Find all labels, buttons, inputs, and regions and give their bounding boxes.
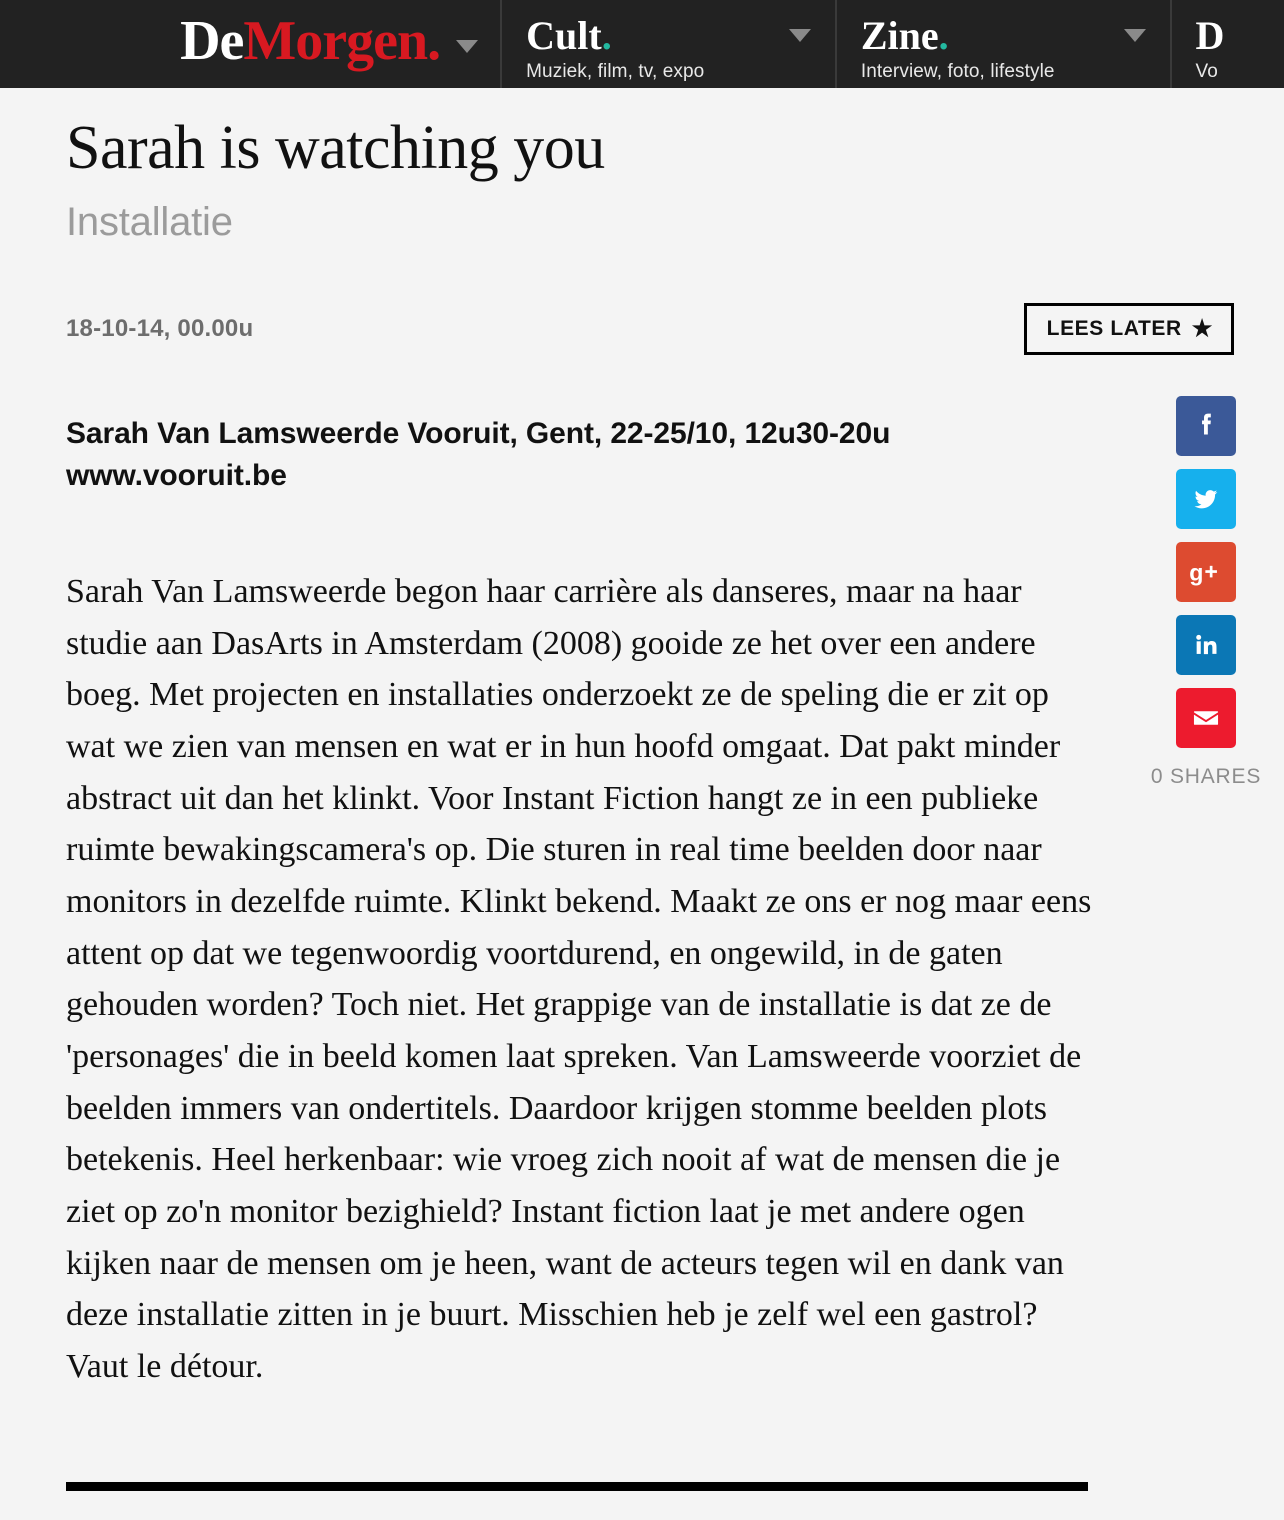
svg-text:g: g xyxy=(1189,559,1204,586)
nav-item-truncated-subtitle: Vo xyxy=(1195,61,1218,82)
chevron-down-icon[interactable] xyxy=(789,29,811,42)
footer-divider xyxy=(66,1482,1088,1491)
nav-item-cult-dot: . xyxy=(601,13,612,58)
nav-item-cult-top xyxy=(526,15,835,57)
nav-item-cult-label: Cult xyxy=(526,13,602,58)
share-button-twitter[interactable] xyxy=(1176,469,1236,529)
article-meta-row xyxy=(66,303,1234,355)
brand-home-link[interactable] xyxy=(0,0,500,88)
nav-item-cult[interactable] xyxy=(500,0,835,88)
star-icon: ★ xyxy=(1191,315,1213,342)
google-plus-icon xyxy=(1188,554,1224,590)
twitter-icon xyxy=(1189,482,1223,516)
brand-logo xyxy=(180,10,441,72)
nav-item-cult-name xyxy=(526,15,612,57)
nav-item-cult-subtitle: Muziek, film, tv, expo xyxy=(526,61,705,82)
chevron-down-icon[interactable] xyxy=(1124,29,1146,42)
brand-logo-de: De xyxy=(180,10,244,72)
article xyxy=(0,116,1284,1393)
read-later-button[interactable] xyxy=(1024,303,1234,355)
nav-item-zine-label: Zine xyxy=(860,13,939,58)
nav-item-zine-top xyxy=(861,15,1170,57)
article-lede: Sarah Van Lamsweerde Vooruit, Gent, 22-25/10, 12u30-20u www.vooruit.be xyxy=(66,416,891,493)
facebook-icon xyxy=(1189,409,1223,443)
read-later-label: LEES LATER xyxy=(1046,316,1182,340)
nav-item-truncated[interactable] xyxy=(1170,0,1284,88)
nav-item-zine-name xyxy=(861,15,949,57)
site-header xyxy=(0,0,1284,88)
share-button-facebook[interactable] xyxy=(1176,396,1236,456)
nav-item-truncated-top xyxy=(1196,15,1284,57)
share-button-email[interactable] xyxy=(1176,688,1236,748)
article-body xyxy=(66,566,1096,1393)
article-timestamp: 18-10-14, 00.00u xyxy=(66,314,254,342)
article-kicker: Installatie xyxy=(66,199,233,244)
envelope-icon xyxy=(1189,701,1223,735)
nav-item-zine-dot: . xyxy=(938,13,949,58)
share-button-googleplus[interactable] xyxy=(1176,542,1236,602)
brand-logo-morgen: Morgen. xyxy=(243,10,441,72)
share-rail xyxy=(1150,396,1262,789)
nav-item-truncated-label: D xyxy=(1195,13,1225,58)
nav-item-zine-subtitle: Interview, foto, lifestyle xyxy=(860,61,1055,82)
nav-item-zine[interactable] xyxy=(835,0,1170,88)
share-count-label: 0 SHARES xyxy=(1150,765,1262,788)
page-title: Sarah is watching you xyxy=(66,114,605,182)
linkedin-icon xyxy=(1189,628,1223,662)
article-body-paragraph: Sarah Van Lamsweerde begon haar carrière als danseres, maar na haar studie aan DasArts in Amsterdam (2008) gooide ze het over een andere boeg. Met projecten en installaties onderzoekt ze de speling die er zit op wat we zien van mensen en wat er in hun hoofd omgaat. Dat pakt minder abstract uit dan het klinkt. Voor Instant Fiction hangt ze in een publieke ruimte bewakingscamera's op. Die sturen in real time beelden door naar monitors in dezelfde ruimte. Klinkt bekend. Maakt ze ons er nog maar eens attent op dat we tegenwoordig voortdurend, en ongewild, in de gaten gehouden worden? Toch niet. Het grappige van de installatie is dat ze de 'personages' die in beeld komen laat spreken. Van Lamsweerde voorziet de beelden immers van ondertitels. Daardoor krijgen stomme beelden plots betekenis. Heel herkenbaar: wie vroeg zich nooit af wat de mensen die je ziet op zo'n monitor bezighield? Instant fiction laat je met andere ogen kijken naar de mensen om je heen, want de acteurs tegen wil en dank van deze installatie zitten in je buurt. Misschien heb je zelf wel een gastrol? Vaut le détour. xyxy=(66,572,1092,1385)
share-button-linkedin[interactable] xyxy=(1176,615,1236,675)
chevron-down-icon[interactable] xyxy=(456,40,478,53)
